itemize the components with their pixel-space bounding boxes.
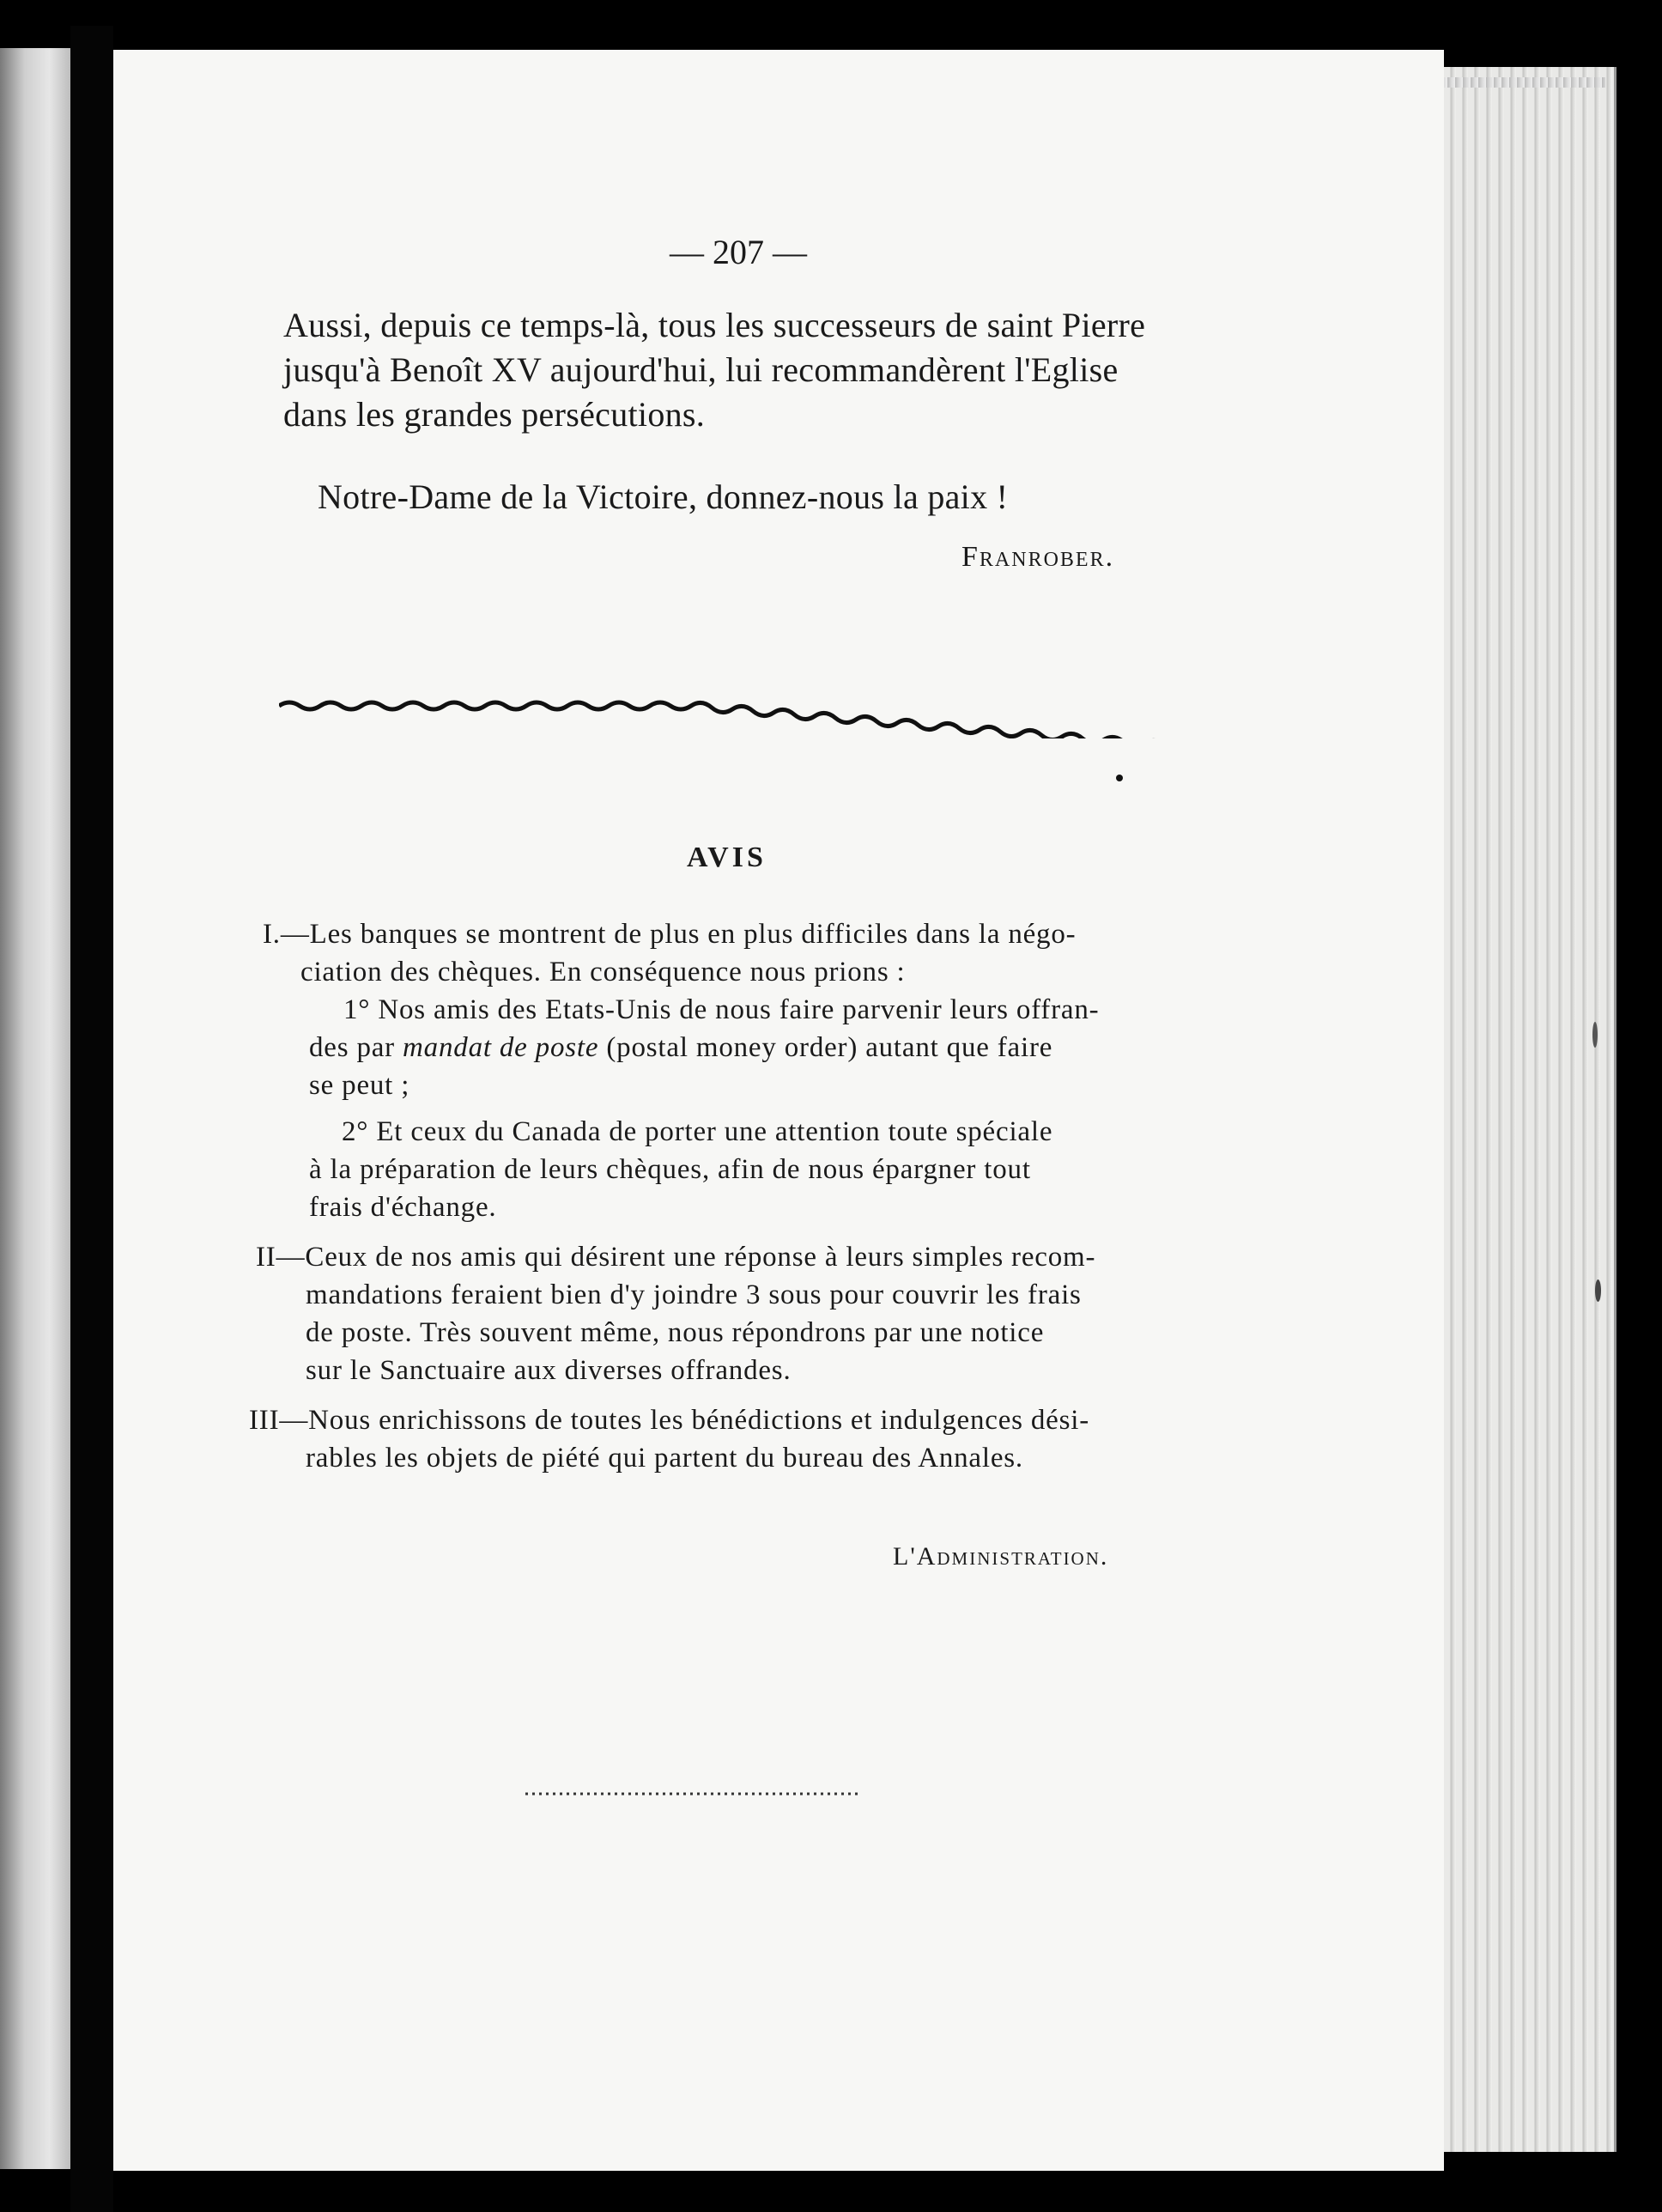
avis-line: frais d'échange.	[309, 1192, 497, 1223]
paragraph-line: Aussi, depuis ce temps-là, tous les successeurs de saint Pierre	[283, 306, 1146, 344]
left-page-edge	[0, 48, 70, 2169]
book-gutter	[70, 26, 113, 2212]
avis-line: II—Ceux de nos amis qui désirent une réponse à leurs simples recom-	[256, 1242, 1096, 1273]
avis-text: des par	[309, 1032, 403, 1063]
avis-line: I.—Les banques se montrent de plus en plus difficiles dans la négo-	[263, 919, 1077, 950]
avis-line: à la préparation de leurs chèques, afin de nous épargner tout	[309, 1154, 1031, 1185]
signature-franrober: Franrober.	[961, 541, 1115, 573]
avis-italic-text: mandat de poste	[403, 1032, 599, 1063]
avis-line: sur le Sanctuaire aux diverses offrandes.	[306, 1355, 792, 1386]
avis-line: de poste. Très souvent même, nous répondrons par une notice	[306, 1317, 1045, 1348]
ink-speck	[1116, 775, 1123, 781]
avis-line: 1° Nos amis des Etats-Unis de nous faire parvenir leurs offran-	[343, 994, 1100, 1025]
avis-line: mandations feraient bien d'y joindre 3 sous pour couvrir les frais	[306, 1279, 1082, 1310]
avis-line	[309, 1032, 1052, 1064]
avis-heading: AVIS	[687, 842, 767, 873]
avis-line: III—Nous enrichissons de toutes les bénédictions et indulgences dési-	[249, 1405, 1089, 1436]
avis-line: ciation des chèques. En conséquence nous prions :	[300, 957, 906, 988]
dotted-ornament	[525, 1788, 860, 1800]
avis-text: (postal money order) autant que faire	[598, 1032, 1053, 1063]
avis-line: se peut ;	[309, 1070, 410, 1101]
page-edge-mark	[1595, 1279, 1601, 1302]
paragraph-line: dans les grandes persécutions.	[283, 395, 706, 434]
avis-line: rables les objets de piété qui partent du bureau des Annales.	[306, 1443, 1023, 1474]
paragraph-line: jusqu'à Benoît XV aujourd'hui, lui recommandèrent l'Eglise	[283, 350, 1119, 389]
page-number: — 207 —	[670, 233, 807, 271]
wavy-divider	[279, 687, 1223, 738]
signature-administration: L'Administration.	[893, 1542, 1109, 1571]
page-stack-top	[1416, 77, 1605, 88]
avis-line: 2° Et ceux du Canada de porter une attention toute spéciale	[342, 1116, 1053, 1147]
invocation-line: Notre-Dame de la Victoire, donnez-nous la paix !	[318, 477, 1009, 516]
page-edge-mark	[1592, 1022, 1598, 1048]
